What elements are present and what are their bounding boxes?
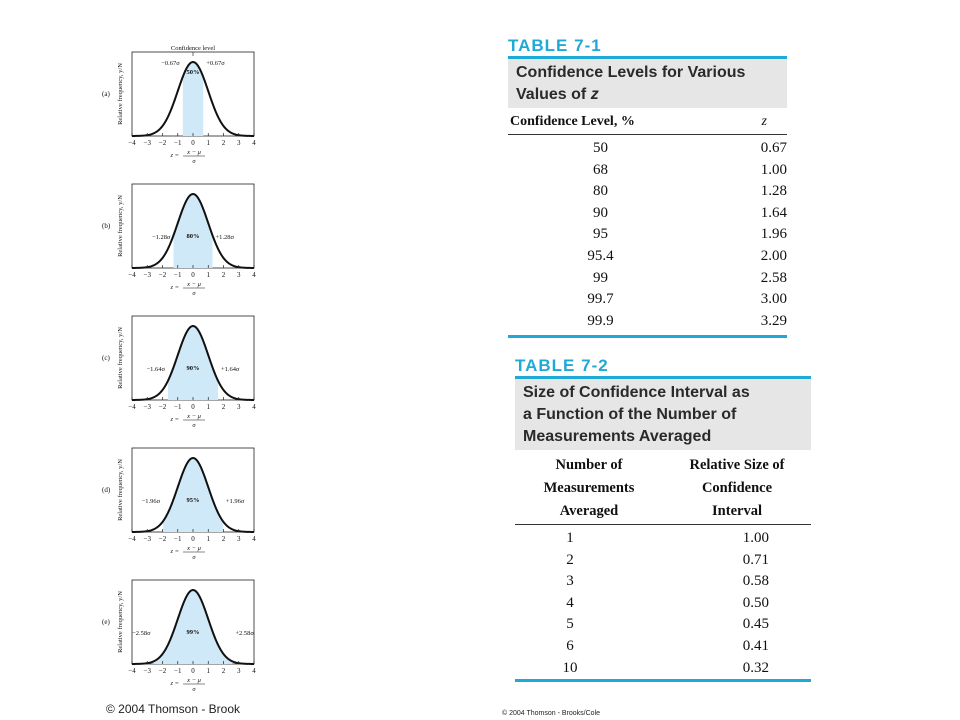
table-row	[508, 246, 787, 268]
x-tick-label: −3	[143, 271, 151, 279]
x-tick-label: −3	[143, 535, 151, 543]
measurements-cell: 3	[566, 573, 574, 590]
left-sigma-label: −1.64σ	[146, 366, 165, 373]
x-tick-label: 4	[252, 403, 256, 411]
x-tick-label: 2	[221, 271, 226, 279]
x-tick-label: 1	[206, 139, 210, 147]
z-value-cell: 1.00	[760, 161, 787, 178]
table-7-1-title-line2	[516, 84, 779, 106]
confidence-level-cell: 80	[593, 183, 608, 200]
x-tick-label: −2	[158, 403, 167, 411]
x-tick-label: 1	[206, 667, 210, 675]
z-value-cell: 1.96	[760, 226, 787, 243]
x-tick-label: 3	[237, 535, 241, 543]
measurements-cell: 1	[566, 530, 574, 546]
x-tick-label: 3	[237, 403, 241, 411]
confidence-level-cell: 95	[593, 226, 608, 243]
table-7-2-title-line2: a Function of the Number of	[523, 406, 737, 423]
table-7-1-title-var: z	[590, 86, 599, 103]
copyright-right: © 2004 Thomson - Brooks/Cole	[502, 710, 601, 717]
right-sigma-label: +1.96σ	[225, 498, 245, 505]
confidence-level-cell: 68	[593, 161, 608, 178]
z-formula-prefix: z =	[170, 548, 179, 555]
confidence-level-cell: 99.7	[587, 291, 614, 308]
z-formula-prefix: z =	[170, 416, 179, 423]
x-tick-label: −4	[128, 667, 136, 675]
column-header-z: z	[761, 114, 767, 129]
confidence-percent-label: 80%	[186, 233, 200, 240]
x-tick-label: 0	[191, 535, 195, 543]
measurements-cell: 2	[566, 551, 574, 568]
relative-size-cell: 0.50	[742, 594, 769, 611]
normal-curve-panel	[100, 178, 260, 306]
z-formula-prefix: z =	[170, 284, 179, 291]
normal-curve-panel	[100, 442, 260, 570]
z-formula-numerator: x − μ	[187, 545, 201, 552]
table-7-2-title-line1: Size of Confidence Interval as	[523, 384, 750, 401]
shaded-confidence-area	[163, 458, 223, 532]
confidence-level-cell: 90	[593, 204, 608, 221]
x-tick-label: 1	[206, 271, 210, 279]
table-row	[508, 160, 787, 182]
confidence-level-caption: Confidence level	[170, 45, 216, 52]
z-value-cell: 1.64	[760, 204, 787, 221]
left-sigma-label: −0.67σ	[161, 60, 180, 67]
panel-letter: (b)	[102, 222, 111, 230]
column-header-confidence-level: Confidence Level, %	[510, 114, 635, 129]
panel-letter: (a)	[102, 90, 110, 98]
z-formula-prefix: z =	[170, 152, 179, 159]
x-tick-label: −1	[174, 403, 182, 411]
table-row	[515, 593, 811, 615]
right-sigma-label: +1.28σ	[215, 234, 235, 241]
x-tick-label: 2	[221, 667, 226, 675]
confidence-percent-label: 99%	[186, 629, 200, 636]
confidence-percent-label: 90%	[186, 365, 200, 372]
x-tick-label: 4	[252, 535, 256, 543]
col1-line2: Measurements	[543, 480, 635, 496]
x-tick-label: 0	[191, 667, 195, 675]
x-tick-label: −1	[174, 535, 182, 543]
z-formula-denominator: σ	[192, 554, 196, 561]
relative-size-cell: 0.45	[742, 616, 769, 633]
normal-curve-panel	[100, 46, 260, 174]
z-formula-prefix: z =	[170, 680, 179, 687]
x-tick-label: 0	[191, 271, 195, 279]
table-7-2-header	[515, 454, 811, 525]
x-tick-label: −2	[158, 139, 167, 147]
z-formula-denominator: σ	[192, 686, 196, 693]
table-row	[508, 138, 787, 160]
confidence-level-cell: 99	[593, 269, 608, 286]
table-7-1-label: TABLE 7-1	[508, 36, 602, 55]
copyright-left: © 2004 Thomson - Brook	[106, 702, 241, 716]
normal-curve-panel	[100, 574, 260, 702]
x-tick-label: −2	[158, 667, 167, 675]
x-tick-label: −3	[143, 139, 151, 147]
z-formula-numerator: x − μ	[187, 677, 201, 684]
col2-line2: Confidence	[701, 480, 773, 496]
z-value-cell: 1.28	[760, 183, 787, 200]
z-value-cell: 3.00	[760, 291, 787, 308]
left-sigma-label: −1.96σ	[141, 498, 161, 505]
z-value-cell: 0.67	[760, 140, 787, 156]
col1-line3: Averaged	[559, 503, 619, 519]
relative-size-cell: 1.00	[742, 530, 769, 546]
shaded-confidence-area	[154, 590, 233, 664]
left-sigma-label: −2.58σ	[132, 630, 151, 637]
x-tick-label: 0	[191, 403, 195, 411]
x-tick-label: −3	[143, 403, 151, 411]
z-formula-numerator: x − μ	[187, 413, 201, 420]
table-7-1-title-line1: Confidence Levels for Various	[516, 64, 746, 81]
col1-line1: Number of	[555, 457, 623, 473]
y-axis-label: Relative frequency, y/N	[117, 591, 124, 653]
x-tick-label: 2	[221, 403, 226, 411]
confidence-level-cell: 50	[593, 140, 608, 156]
confidence-percent-label: 95%	[186, 497, 200, 504]
confidence-percent-label: 50%	[186, 69, 200, 76]
z-formula-numerator: x − μ	[187, 149, 201, 156]
table-7-1-title-prefix: Values of	[516, 86, 591, 103]
measurements-cell: 10	[562, 659, 578, 676]
x-tick-label: 2	[221, 535, 226, 543]
relative-size-cell: 0.41	[742, 637, 769, 654]
table-7-1-title	[508, 56, 787, 108]
col2-line1: Relative Size of	[689, 457, 785, 473]
x-tick-label: −1	[174, 271, 182, 279]
relative-size-cell: 0.32	[742, 659, 769, 676]
table-row	[508, 268, 787, 290]
y-axis-label: Relative frequency, y/N	[117, 195, 124, 257]
table-row	[515, 614, 811, 636]
column-header-relative-size	[663, 454, 811, 524]
table-row	[515, 528, 811, 550]
table-row	[508, 203, 787, 225]
left-sigma-label: −1.28σ	[151, 234, 171, 241]
table-row	[515, 550, 811, 572]
z-formula-denominator: σ	[192, 422, 196, 429]
z-value-cell: 2.58	[760, 269, 787, 286]
z-value-cell: 2.00	[760, 247, 787, 264]
confidence-level-cell: 99.9	[587, 312, 614, 329]
x-tick-label: −1	[174, 667, 182, 675]
table-row	[508, 181, 787, 203]
y-axis-label: Relative frequency, y/N	[117, 327, 124, 389]
x-tick-label: 4	[252, 667, 256, 675]
col2-line3: Interval	[712, 503, 762, 519]
x-tick-label: 4	[252, 271, 256, 279]
table-7-1	[508, 36, 787, 338]
panel-letter: (c)	[102, 354, 110, 362]
x-tick-label: −3	[143, 667, 151, 675]
measurements-cell: 4	[566, 594, 574, 611]
x-tick-label: 3	[237, 667, 241, 675]
x-tick-label: −2	[158, 535, 167, 543]
z-formula-numerator: x − μ	[187, 281, 201, 288]
x-tick-label: −2	[158, 271, 167, 279]
x-tick-label: 1	[206, 535, 210, 543]
table-7-1-header	[508, 110, 787, 135]
y-axis-label: Relative frequency, y/N	[117, 63, 124, 125]
relative-size-cell: 0.71	[742, 551, 769, 568]
table-row	[515, 636, 811, 658]
table-row	[508, 311, 787, 333]
table-7-2-body	[515, 525, 811, 682]
confidence-level-cell: 95.4	[587, 247, 614, 264]
x-tick-label: 3	[237, 271, 241, 279]
x-tick-label: 2	[221, 139, 226, 147]
x-tick-label: 1	[206, 403, 210, 411]
shaded-confidence-area	[173, 194, 212, 268]
table-7-1-body	[508, 135, 787, 338]
x-tick-label: 4	[252, 139, 256, 147]
right-sigma-label: +1.64σ	[221, 366, 240, 373]
x-tick-label: −4	[128, 139, 136, 147]
table-7-2-title	[515, 376, 811, 450]
x-tick-label: −4	[128, 271, 136, 279]
panel-letter: (e)	[102, 618, 110, 626]
table-row	[515, 571, 811, 593]
x-tick-label: −1	[174, 139, 182, 147]
x-tick-label: 3	[237, 139, 241, 147]
table-row	[508, 289, 787, 311]
table-7-2-label: TABLE 7-2	[515, 356, 609, 375]
panel-letter: (d)	[102, 486, 111, 494]
right-sigma-label: +0.67σ	[206, 60, 225, 67]
table-7-2-title-line3: Measurements Averaged	[523, 428, 712, 445]
measurements-cell: 6	[566, 637, 574, 654]
table-7-2	[515, 356, 811, 682]
right-sigma-label: +2.58σ	[235, 630, 254, 637]
table-row	[508, 224, 787, 246]
relative-size-cell: 0.58	[742, 573, 769, 590]
z-formula-denominator: σ	[192, 158, 196, 165]
table-row	[515, 658, 811, 680]
measurements-cell: 5	[566, 616, 574, 633]
z-value-cell: 3.29	[760, 312, 787, 329]
y-axis-label: Relative frequency, y/N	[117, 459, 124, 521]
x-tick-label: 0	[191, 139, 195, 147]
z-formula-denominator: σ	[192, 290, 196, 297]
x-tick-label: −4	[128, 535, 136, 543]
x-tick-label: −4	[128, 403, 136, 411]
normal-curve-panel	[100, 310, 260, 438]
column-header-number-of-measurements	[515, 454, 663, 524]
